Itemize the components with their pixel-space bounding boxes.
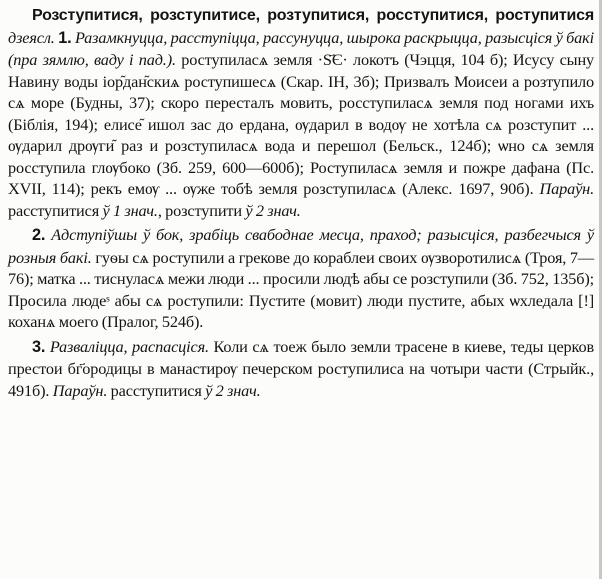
sense-3-compare-word-1: расступитися bbox=[110, 380, 202, 400]
sense-2-definition: Адступіўшы ў бок, зрабіць свабоднае месца, праход; разысціся, разбегчыся ў розныя бакі. bbox=[8, 225, 594, 267]
sense-1-definition: Разамкнуцца, расступіцца, рассунуцца, шырока раскрыцца, разысціся ў бакі (пра зямлю, ваду і пад.). bbox=[8, 27, 595, 69]
sense-3-number: 3. bbox=[32, 337, 46, 356]
sense-3-compare-unit-1: знач. bbox=[227, 380, 261, 400]
grammar-label: дзеясл. bbox=[8, 27, 55, 47]
sense-3-definition: Разваліцца, распасціся. bbox=[49, 336, 209, 356]
sense-1-compare-unit-1: знач. bbox=[124, 200, 158, 220]
sense-1-number: 1. bbox=[58, 28, 72, 47]
sense-1-citations: роступиласѧ земля ·Ѕ҃Є· локотъ (Чэцця, 104 б); Исусу сыну Навину воды іор᷉дан᷉скиѧ роступишесѧ (Скар. ІН, 3б); Призвалъ Моисеи а розтупило сѧ море (Будны, 37); скоро пересталъ мовить, росступиласѧ земля под ногами ихъ (Біблія, 194); елисе᷉ ишол зас до ердана, ѹдарил в водѹ не хотѣла сѧ розступит ... ѹдарил дрѹги᷉ раз и розступиласѧ вода и перешол (Бельск., 124б); ѡно сѧ земля росступила глѹбоко (Зб. 259, 600—600б); Роступиласѧ земля и пожре дафана (Пс. XVII, 114); рекъ емѹ ... ѹже тобѣ земля розступиласѧ (Алекс. 1697, 90б). bbox=[8, 50, 594, 198]
sense-1-compare-num-1: ў 1 bbox=[102, 200, 121, 220]
sense-2-citations: гуѳы сѧ роступили а грекове до кораблеи своих ѹзворотилисѧ (Троя, 7—76); матка ... тиснуласѧ межи люди ... просили людѣ абы се розступили (Зб. 752, 135б); Просила людеˢ абы сѧ роступили: Пустите (мовит) люди пустите, абых ѡхледала [!] коханѧ моего (Пралог, 524б). bbox=[8, 247, 595, 331]
sense-1-compare-label: Параўн. bbox=[539, 179, 594, 198]
dictionary-entry bbox=[8, 4, 594, 401]
sense-1-paragraph: Розступитися, розступитисе, розтупитися, росступитися, роступитися дзеясл. 1. Разамкнуцца, расступіцца, рассунуцца, шырока раскрыцца, разысціся ў бакі (пра зямлю, ваду і пад.). роступиласѧ земля ·Ѕ҃Є· локотъ (Чэцця, 104 б); Исусу сыну Навину воды іор᷉дан᷉скиѧ роступишесѧ (Скар. ІН, 3б); Призвалъ Моисеи а розтупило сѧ море (Будны, 37); скоро пересталъ мовить, росступиласѧ земля под ногами ихъ (Біблія, 194); елисе᷉ ишол зас до ердана, ѹдарил в водѹ не хотѣла сѧ розступит ... ѹдарил дрѹги᷉ раз и розступиласѧ вода и перешол (Бельск., 124б); ѡно сѧ земля росступила глѹбоко (Зб. 259, 600—600б); Роступиласѧ земля и пожре дафана (Пс. XVII, 114); рекъ емѹ ... ѹже тобѣ земля розступиласѧ (Алекс. 1697, 90б). Параўн. расступитися ў 1 знач., розступити ў 2 знач. bbox=[8, 7, 595, 220]
sense-3-paragraph bbox=[8, 336, 594, 402]
sense-1-compare-num-2: ў 2 bbox=[245, 200, 264, 220]
sense-2-paragraph bbox=[8, 224, 594, 333]
sense-2-number: 2. bbox=[32, 226, 46, 244]
headwords: Розступитися, розступитисе, розтупитися, росступитися, роступитися bbox=[32, 7, 594, 24]
sense-3-citations: Коли сѧ тоеж было земли трасене в киеве, теды церков престои бг҃ородицы в манастирѹ печерском роступилиса на чотыри части (Стрыйк., 491б). bbox=[8, 336, 595, 400]
sense-1-compare-word-2: розступити bbox=[165, 200, 242, 220]
sense-3-compare-label: Параўн. bbox=[52, 380, 108, 400]
sense-1-compare-word-1: расступитися bbox=[8, 200, 100, 220]
sense-3-compare-num-1: ў 2 bbox=[205, 380, 224, 400]
sense-1-compare-unit-2: знач. bbox=[267, 200, 301, 220]
